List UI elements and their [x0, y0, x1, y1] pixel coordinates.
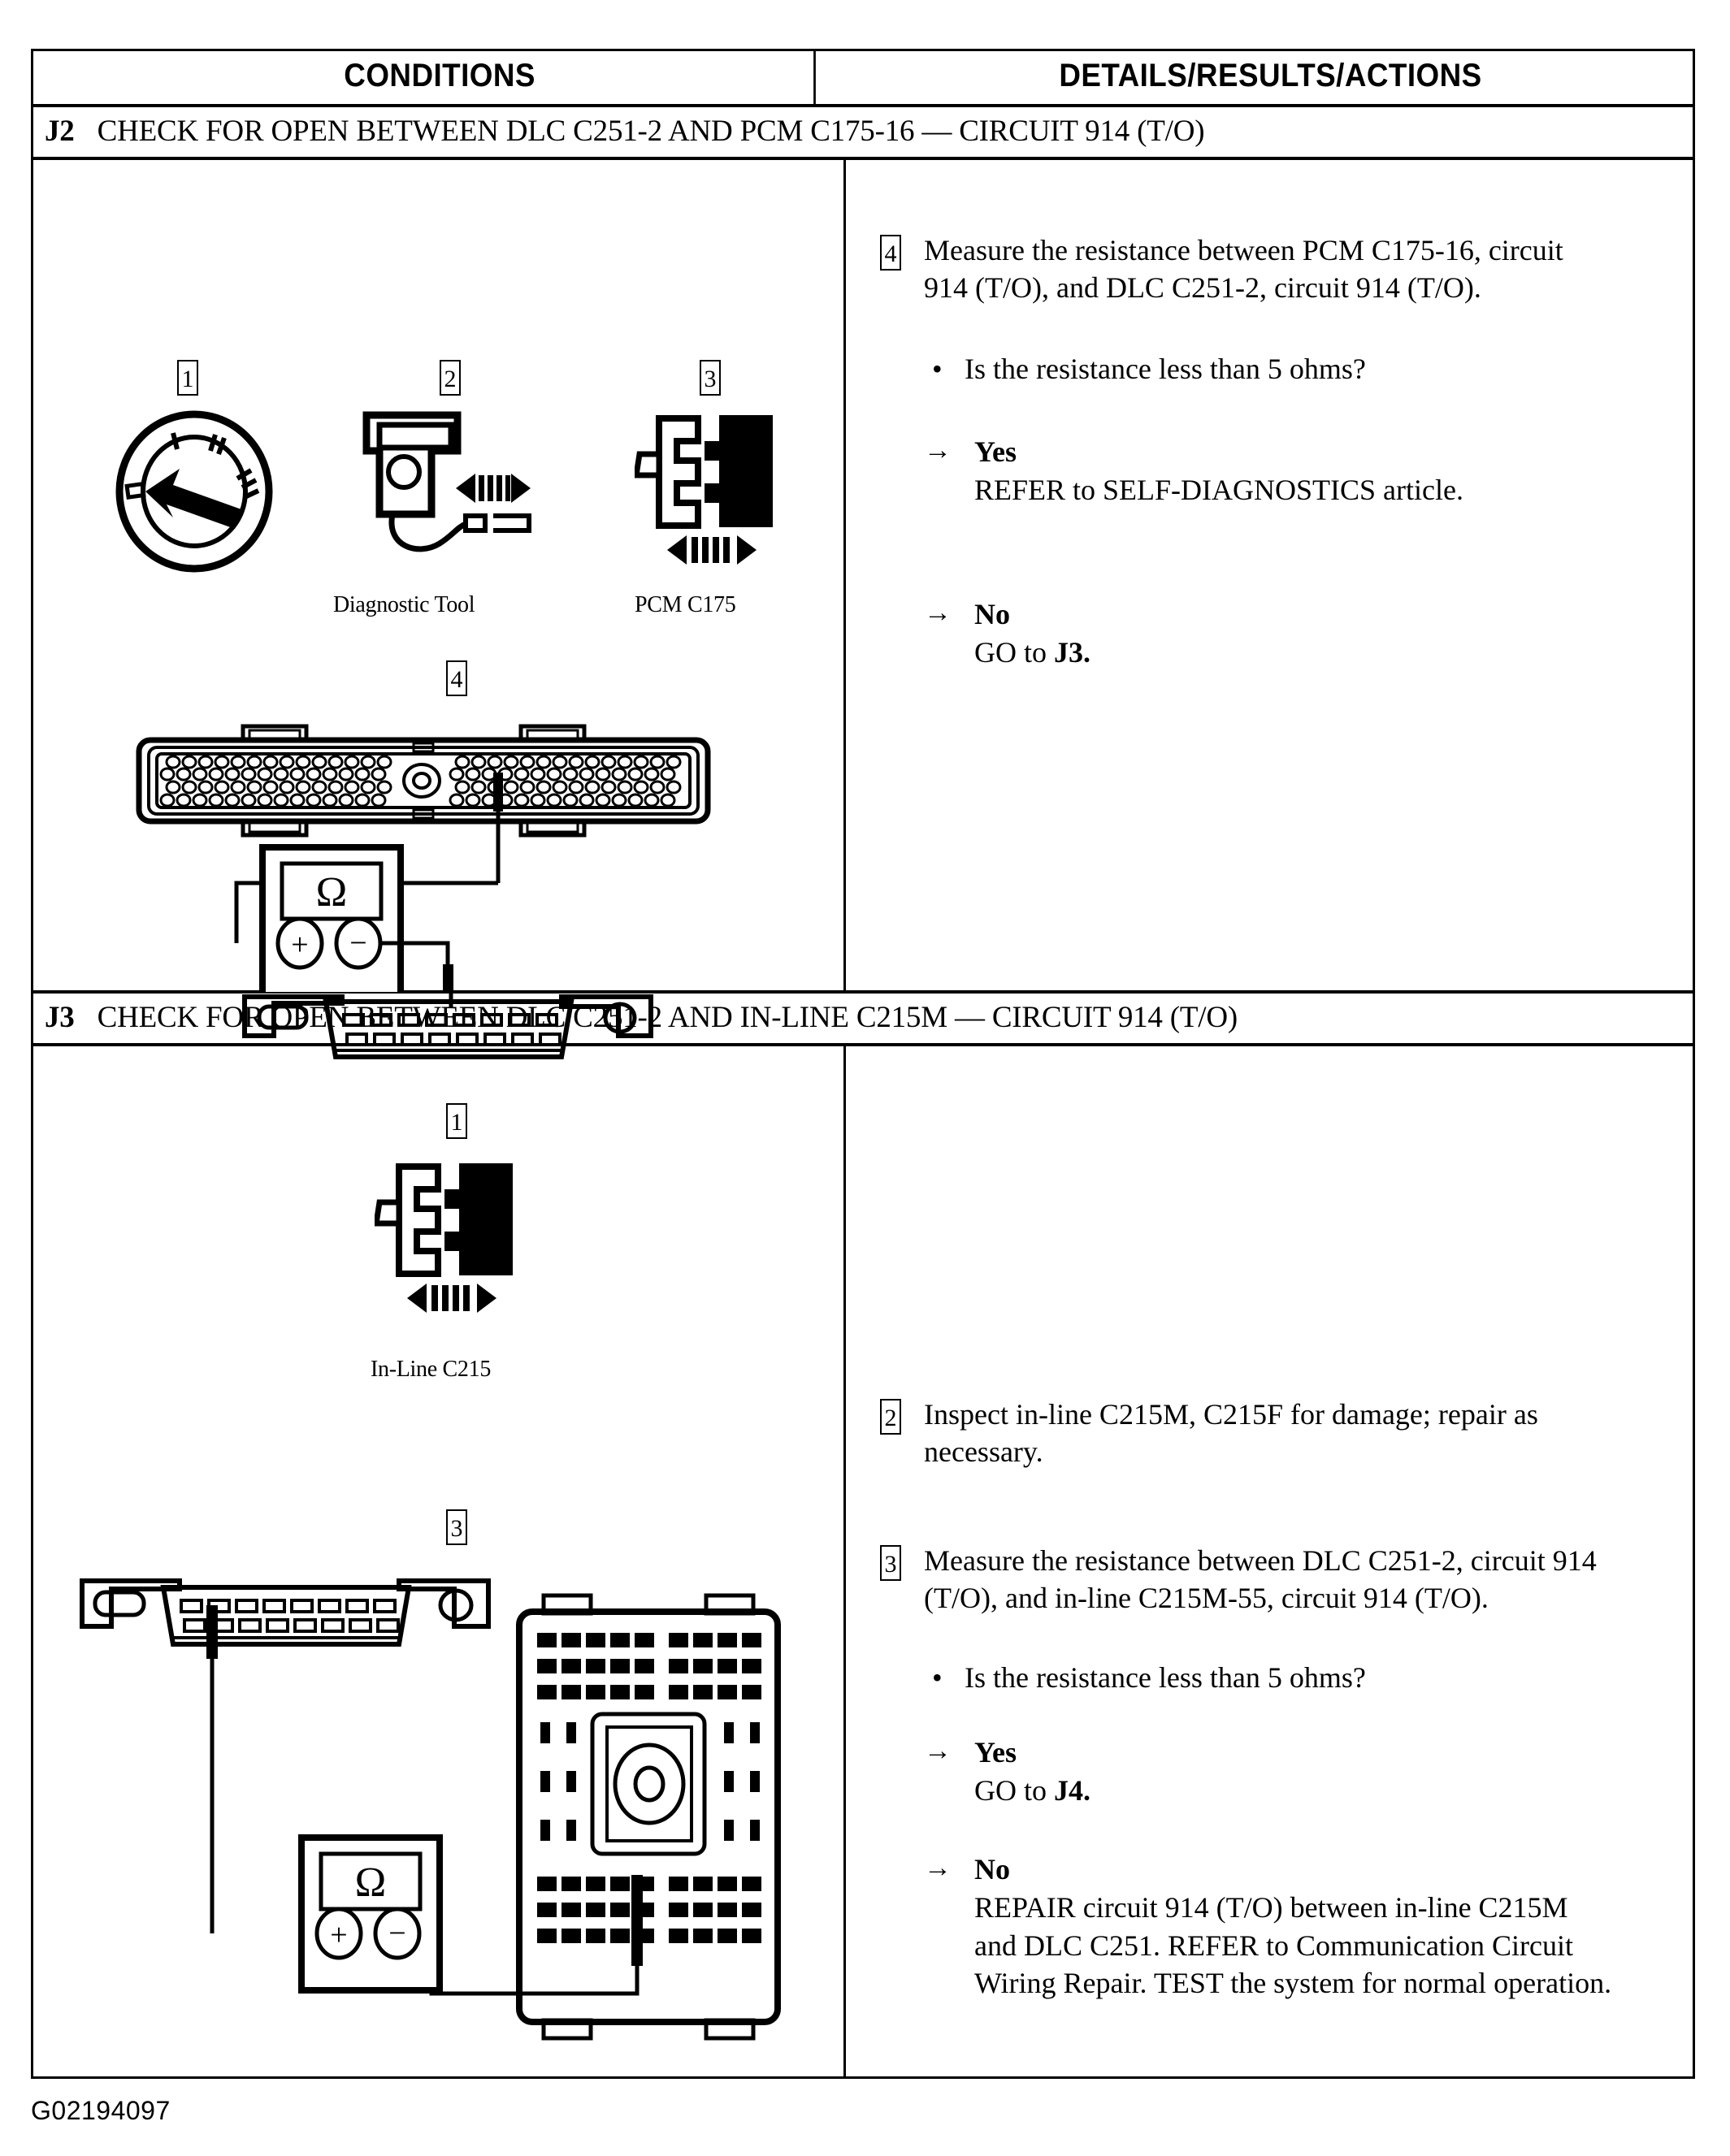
details-column-j2 [846, 160, 1693, 990]
step-id-j2: J2 [45, 115, 75, 148]
test-probe-dlc [443, 964, 453, 990]
ohmmeter-omega-symbol: Ω [315, 869, 348, 916]
callout-number-box: 1 [446, 1103, 467, 1139]
callout-number-box: 3 [446, 1509, 467, 1545]
bullet-text: Is the resistance less than 5 ohms? [965, 353, 1366, 386]
diagram-column-j2 [33, 160, 846, 990]
arrow-icon: → [924, 435, 952, 466]
inline-c215m-connector-icon [519, 1595, 778, 2038]
diagnostic-tool-screen [379, 425, 451, 448]
ohmmeter-icon [301, 1838, 440, 1990]
answer-body: REFER to SELF-DIAGNOSTICS article. [974, 474, 1463, 507]
test-probe-dlc [206, 1605, 218, 1659]
pcm-c175-label: PCM C175 [635, 592, 736, 617]
callout-number-box: 2 [440, 360, 461, 396]
answer-goto-target: J4. [1054, 1774, 1090, 1807]
step-title-text-j3: CHECK FOR OPEN BETWEEN DLC C251-2 AND IN-LINE C215M — CIRCUIT 914 (T/O) [97, 1001, 1238, 1034]
pcm-connector-measurement-diagram [123, 724, 773, 992]
answer-yes [924, 433, 1693, 509]
table-header-row [33, 51, 1693, 107]
header-conditions: CONDITIONS [66, 51, 816, 104]
answer-label: No [974, 1852, 1010, 1885]
answer-no [924, 1851, 1693, 2002]
disconnect-arrow-icon [407, 1284, 496, 1313]
step-body-j3 [33, 1046, 1693, 2076]
action-text: Measure the resistance between PCM C175-16, circuit 914 (T/O), and DLC C251-2, circuit 914 (T/O). [924, 234, 1563, 305]
action-bullet [932, 1659, 1693, 1696]
step-body-j2 [33, 160, 1693, 990]
callout-1-j2 [177, 360, 198, 396]
answer-body: GO to [974, 635, 1054, 669]
bullet-icon: • [932, 353, 943, 386]
action-number-box: 2 [880, 1399, 901, 1435]
test-probe-c215m [631, 1875, 643, 1966]
callout-number-box: 1 [177, 360, 198, 396]
pcm-pin-grid-left [161, 756, 391, 806]
diagram-column-j3 [33, 1046, 846, 2076]
step-id-j3: J3 [45, 1001, 75, 1034]
ignition-switch-icon [113, 410, 275, 573]
diagnostic-tool-icon [357, 409, 552, 575]
action-number-box: 4 [880, 235, 901, 271]
callout-3-j3 [446, 1509, 467, 1545]
dlc-pin-row-bottom [347, 1034, 560, 1045]
bullet-icon: • [932, 1661, 943, 1695]
callout-3-j2 [700, 360, 721, 396]
svg-text:+: + [291, 928, 309, 962]
inline-c215-label: In-Line C215 [371, 1357, 492, 1382]
answer-label: Yes [974, 1736, 1017, 1769]
arrow-icon: → [924, 1736, 952, 1767]
answer-body: GO to [974, 1774, 1054, 1807]
dlc-c251-connector-icon [82, 1581, 488, 1659]
diagnostic-tool-button [388, 457, 419, 487]
action-number-box: 3 [880, 1545, 901, 1581]
ohmmeter-icon [262, 847, 401, 992]
svg-text:+: + [330, 1918, 348, 1952]
answer-label: Yes [974, 435, 1017, 469]
diagnostic-tool-label: Diagnostic Tool [333, 592, 475, 617]
answer-yes [924, 1734, 1693, 1810]
disconnect-arrow-icon [456, 474, 531, 503]
action-item [880, 1542, 1693, 1617]
action-text: Measure the resistance between DLC C251-2, circuit 914 (T/O), and in-line C215M-55, circuit 914 (T/O). [924, 1544, 1597, 1615]
answer-label: No [974, 597, 1010, 630]
pcm-c175-connector-icon [635, 404, 797, 578]
arrow-icon: → [924, 597, 952, 628]
svg-text:−: − [349, 926, 367, 960]
answer-body: REPAIR circuit 914 (T/O) between in-line C215M and DLC C251. REFER to Communication Circuit Wiring Repair. TEST the system for normal operation. [974, 1890, 1612, 2000]
step-title-j2 [33, 107, 1693, 160]
callout-4-j2 [446, 660, 467, 696]
pinpoint-test-table [31, 49, 1695, 2079]
action-item [880, 232, 1693, 306]
figure-code: G02194097 [31, 2096, 171, 2125]
details-column-j3 [846, 1046, 1693, 2076]
disconnect-arrow-icon [667, 535, 757, 565]
step-title-text-j2: CHECK FOR OPEN BETWEEN DLC C251-2 AND PCM C175-16 — CIRCUIT 914 (T/O) [97, 115, 1205, 148]
header-details: DETAILS/RESULTS/ACTIONS [1059, 58, 1482, 93]
callout-number-box: 4 [446, 660, 467, 696]
action-bullet [932, 350, 1693, 387]
test-probe-pcm [493, 773, 503, 812]
pcm-pin-grid-right [450, 756, 680, 806]
answer-no [924, 595, 1693, 672]
bullet-text: Is the resistance less than 5 ohms? [965, 1661, 1366, 1695]
callout-2-j2 [440, 360, 461, 396]
action-item [880, 1396, 1693, 1470]
callout-number-box: 3 [700, 360, 721, 396]
svg-text:−: − [388, 1916, 406, 1950]
inline-c215-connector-icon [375, 1152, 537, 1327]
action-text: Inspect in-line C215M, C215F for damage; repair as necessary. [924, 1398, 1538, 1469]
arrow-icon: → [924, 1852, 952, 1883]
callout-1-j3 [446, 1103, 467, 1139]
ohmmeter-omega-symbol: Ω [354, 1859, 387, 1906]
answer-goto-target: J3. [1054, 635, 1090, 669]
dlc-to-c215m-measurement-diagram [50, 1563, 822, 2050]
